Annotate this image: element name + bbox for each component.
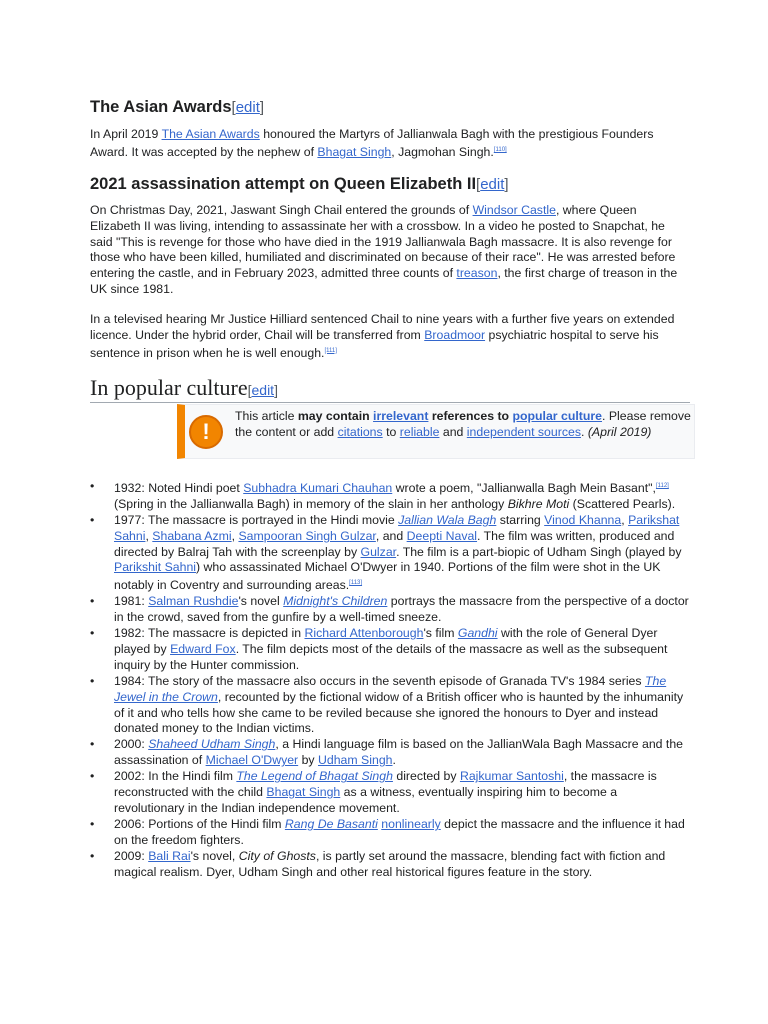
link-nonlinearly[interactable]: nonlinearly — [381, 817, 441, 831]
link-gandhi[interactable]: Gandhi — [457, 626, 498, 641]
link-broadmoor[interactable]: Broadmoor — [424, 327, 486, 342]
link-windsor-castle[interactable]: Windsor Castle — [472, 203, 556, 217]
list-item: • 2002: In the Hindi film The Legend of Bhagat Singh directed by Rajkumar Santoshi, the massacre is reconstructed with the child Bhagat Singh as a witness, eventually inspiring him to become a revolutionary in the Indian independence movement. — [90, 769, 690, 816]
link-shaheed-udham-singh[interactable]: Shaheed Udham Singh — [148, 737, 276, 752]
link-bali-rai[interactable]: Bali Rai — [148, 848, 191, 863]
link-subhadra-kumari-chauhan[interactable]: Subhadra Kumari Chauhan — [243, 481, 393, 496]
link-midnights-children[interactable]: Midnight's Children — [283, 594, 388, 609]
citation-111[interactable]: [111] — [324, 347, 337, 354]
link-parikshat-sahni[interactable]: Parikshat Sahni — [114, 512, 680, 543]
list-item: • 1982: The massacre is depicted in Richard Attenborough's film Gandhi with the role of General Dyer played by Edward Fox. The film depicts most of the details of the massacre as well as the subsequent inquiry by the Hunter commission. — [90, 626, 690, 673]
link-citations[interactable]: citations — [337, 424, 383, 439]
link-gulzar[interactable]: Gulzar — [360, 544, 397, 559]
edit-link[interactable]: [edit] — [476, 176, 509, 193]
link-the-asian-awards[interactable]: The Asian Awards — [161, 127, 260, 141]
link-the-legend-of-bhagat-singh[interactable]: The Legend of Bhagat Singh — [236, 769, 393, 784]
link-vinod-khanna[interactable]: Vinod Khanna — [544, 512, 622, 527]
list-item: • 2000: Shaheed Udham Singh, a Hindi language film is based on the JallianWala Bagh Massacre and the assassination of Michael O'Dwyer by Udham Singh. — [90, 737, 690, 769]
link-richard-attenborough[interactable]: Richard Attenborough — [304, 626, 424, 641]
link-sampooran-singh-gulzar[interactable]: Sampooran Singh Gulzar — [238, 528, 376, 543]
link-treason[interactable]: treason — [456, 266, 498, 281]
link-deepti-naval[interactable]: Deepti Naval — [406, 528, 478, 543]
list-item: • 1977: The massacre is portrayed in the Hindi movie Jallian Wala Bagh starring Vinod Khanna, Parikshat Sahni, Shabana Azmi, Sampooran Singh Gulzar, and Deepti Naval. The film was written, produced and directed by Balraj Tah with the screenplay by Gulzar. The film is a part-biopic of Udham Singh (played by Parikshit Sahni) who assassinated Michael O'Dwyer in 1940. Portions of the film were shot in the UK notably in Coventry and surrounding areas.[113] — [90, 513, 690, 594]
link-bhagat-singh-2[interactable]: Bhagat Singh — [266, 785, 341, 800]
paragraph-assassination-2: In a televised hearing Mr Justice Hilliard sentenced Chail to nine years with a further five years on extended licence. Under the hybrid order, Chail will be transferred from Broadmoor psychiatric hospital to serve his sentence in prison when he is well enough.[111] — [90, 312, 675, 360]
link-jallian-wala-bagh[interactable]: Jallian Wala Bagh — [398, 512, 497, 527]
edit-link[interactable]: [edit] — [247, 382, 278, 398]
section-heading-popular-culture: In popular culture[edit] — [90, 375, 690, 403]
link-the-jewel-in-the-crown[interactable]: The Jewel in the Crown — [114, 673, 667, 704]
link-rajkumar-santoshi[interactable]: Rajkumar Santoshi — [459, 769, 564, 784]
popular-culture-list — [90, 479, 690, 881]
citation-110[interactable]: [110] — [493, 146, 507, 153]
list-item: • 2006: Portions of the Hindi film Rang De Basanti nonlinearly depict the massacre and the influence it had on the freedom fighters. — [90, 817, 690, 849]
notice-box — [177, 404, 695, 459]
section-heading-assassination: 2021 assassination attempt on Queen Elizabeth II[edit] — [90, 175, 509, 193]
link-bhagat-singh[interactable]: Bhagat Singh — [317, 144, 392, 159]
notice-text: This article may contain irrelevant references to popular culture. Please remove the content or add citations to reliable and independent sources. (April 2019) — [235, 409, 691, 439]
link-michael-odwyer[interactable]: Michael O'Dwyer — [205, 753, 299, 768]
link-reliable[interactable]: reliable — [399, 424, 440, 439]
paragraph-asian-awards: In April 2019 The Asian Awards honoured the Martyrs of Jallianwala Bagh with the prestigious Founders Award. It was accepted by the nephew of Bhagat Singh, Jagmohan Singh.[110] — [90, 127, 654, 159]
list-item: • 1981: Salman Rushdie's novel Midnight's Children portrays the massacre from the perspective of a doctor in the crowd, saved from the gunfire by a well-timed sneeze. — [90, 594, 690, 626]
link-edward-fox[interactable]: Edward Fox — [170, 642, 236, 657]
link-udham-singh[interactable]: Udham Singh — [317, 753, 393, 768]
link-irrelevant[interactable]: irrelevant — [373, 409, 429, 423]
list-item: • 2009: Bali Rai's novel, City of Ghosts, is partly set around the massacre, blending fact with fiction and magical realism. Dyer, Udham Singh and other real historical figures feature in the story. — [90, 849, 690, 881]
link-popular-culture[interactable]: popular culture — [512, 409, 603, 423]
warning-icon: ! — [189, 415, 223, 449]
paragraph-assassination-1: On Christmas Day, 2021, Jaswant Singh Chail entered the grounds of Windsor Castle, where Queen Elizabeth II was living, intending to assassinate her with a crossbow. In a video he posted to Snapchat, he said "This is revenge for those who have died in the 1919 Jallianwala Bagh massacre. It is also revenge for those who have been killed, humiliated and discriminated on because of their race". He was arrested before entering the castle, and in February 2023, admitted three counts of treason, the first charge of treason in the UK since 1981. — [90, 203, 678, 296]
link-parikshit-sahni[interactable]: Parikshit Sahni — [114, 560, 197, 575]
link-independent-sources[interactable]: independent sources — [466, 424, 581, 439]
edit-link[interactable]: [edit] — [231, 99, 265, 116]
list-item: • 1932: Noted Hindi poet Subhadra Kumari Chauhan wrote a poem, "Jallianwalla Bagh Mein Basant",[112] (Spring in the Jallianwalla Bagh) in memory of the slain in her anthology Bikhre Moti (Scattered Pearls). — [90, 479, 690, 513]
link-rang-de-basanti[interactable]: Rang De Basanti — [284, 817, 378, 831]
list-item: • 1984: The story of the massacre also occurs in the seventh episode of Granada TV's 1984 series The Jewel in the Crown, recounted by the fictional widow of a British officer who is haunted by the inhumanity of it and who tells how she came to be reviled because she ignored the honours to Dyer and instead donated money to the Indian victims. — [90, 674, 690, 737]
link-salman-rushdie[interactable]: Salman Rushdie — [148, 594, 239, 609]
citation-112[interactable]: [112] — [655, 483, 669, 489]
section-heading-asian-awards: The Asian Awards[edit] — [90, 98, 265, 116]
citation-113[interactable]: [113] — [349, 580, 363, 587]
link-shabana-azmi[interactable]: Shabana Azmi — [152, 528, 232, 543]
